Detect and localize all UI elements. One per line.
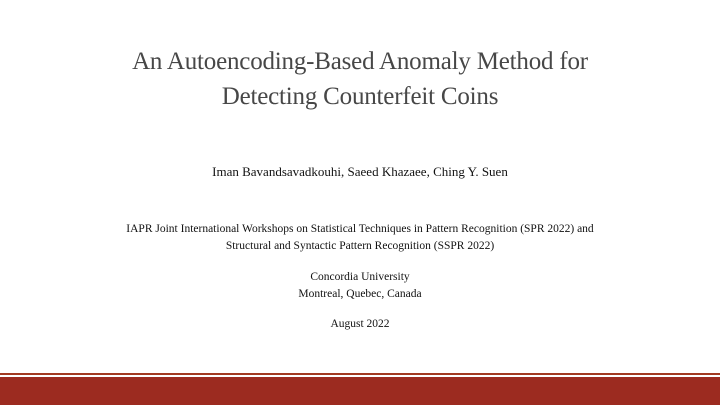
footer-divider-line [0,373,720,375]
affiliation-line-2: Montreal, Quebec, Canada [298,288,422,300]
affiliation-line-1: Concordia University [310,271,410,283]
venue-line-2: Structural and Syntactic Pattern Recognition (SSPR 2022) [225,240,495,252]
slide-title [0,44,720,114]
title-line-1: An Autoencoding-Based Anomaly Method for [132,48,588,75]
venue-line-1: IAPR Joint International Workshops on Statistical Techniques in Pattern Recognition (SPR 2022) and [126,223,594,235]
footer-accent-bar [0,377,720,405]
title-line-2: Detecting Counterfeit Coins [221,83,499,110]
venue [0,221,720,255]
affiliation [0,269,720,303]
authors: Iman Bavandsavadkouhi, Saeed Khazaee, Ching Y. Suen [212,164,508,179]
date: August 2022 [330,318,390,330]
